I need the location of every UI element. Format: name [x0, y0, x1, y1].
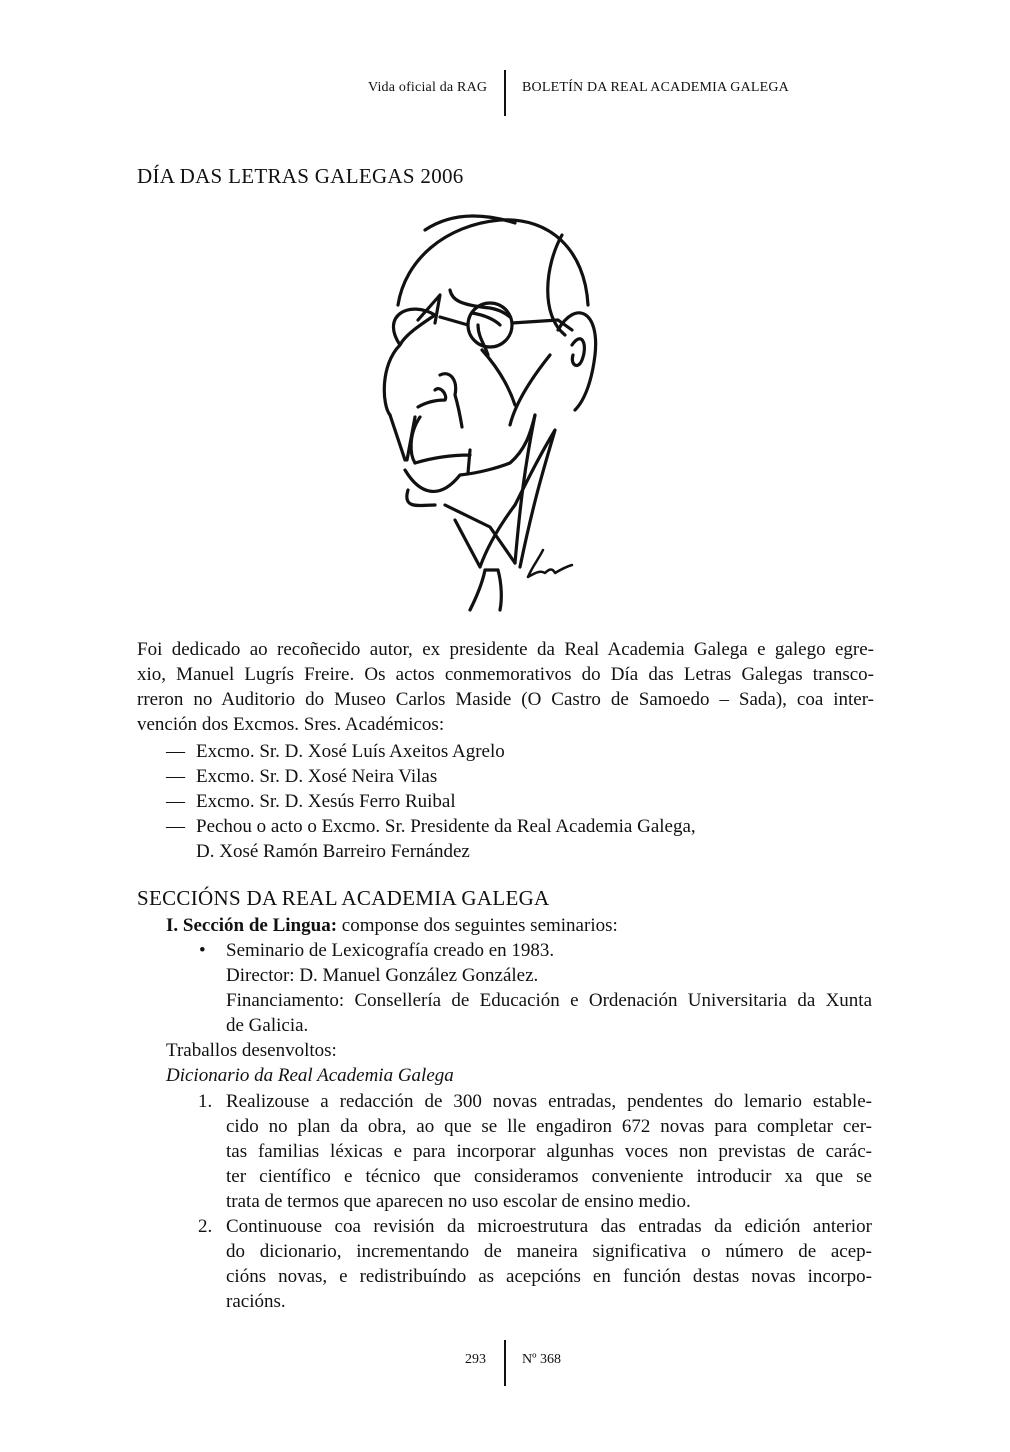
intro-line: xio, Manuel Lugrís Freire. Os actos conmemorativos do Día das Letras Galegas transco-: [137, 664, 874, 685]
chin-line: [415, 450, 470, 473]
speaker-name: Excmo. Sr. D. Xosé Luís Axeitos Agrelo: [196, 741, 505, 762]
list-item: [166, 789, 456, 814]
speaker-name: Pechou o acto o Excmo. Sr. Presidente da Real Academia Galega,: [196, 816, 696, 837]
intro-line: vención dos Excmos. Sres. Académicos:: [137, 714, 445, 735]
item-line: cións novas, e redistribuíndo as acepcións en función destas novas incorpo-: [226, 1266, 872, 1287]
hair-stroke: [425, 216, 515, 230]
item-line: racións.: [226, 1291, 286, 1312]
section1-label: I. Sección de Lingua:: [166, 915, 338, 936]
intro-line: Foi dedicado ao recoñecido autor, ex presidente da Real Academia Galega e galego egre-: [137, 639, 874, 660]
item-line: tas familias léxicas e para incorporar algunhas voces non previstas de carác-: [226, 1141, 872, 1162]
item-number: 2.: [198, 1216, 213, 1237]
item-line: trata de termos que aparecen no uso escolar de ensino medio.: [226, 1191, 691, 1212]
face-right-line: [510, 355, 550, 425]
item-body: [226, 1089, 872, 1214]
eye-line: [472, 313, 500, 355]
seminar-director: Director: D. Manuel González González.: [226, 965, 539, 986]
dictionary-title: Dicionario da Real Academia Galega: [166, 1065, 454, 1086]
sections-title: SECCIÓNS DA REAL ACADEMIA GALEGA: [137, 886, 550, 910]
dash-marker: —: [166, 741, 185, 762]
item-line: Realizouse a redacción de 300 novas entradas, pendentes do lemario estable-: [226, 1091, 872, 1112]
neck-left: [445, 505, 515, 563]
glasses-bridge: [440, 317, 468, 325]
speaker-name: Excmo. Sr. D. Xesús Ferro Ruibal: [196, 791, 456, 812]
caricature-illustration: [360, 205, 600, 615]
footer-divider: [504, 1340, 506, 1386]
list-item: [166, 814, 696, 839]
header-divider: [504, 70, 506, 116]
cheek-line: [482, 350, 515, 405]
signature: [528, 550, 572, 577]
head-outline: [398, 220, 588, 305]
seminar-name: Seminario de Lexicografía creado en 1983.: [226, 940, 555, 961]
issue-number: Nº 368: [522, 1352, 561, 1367]
list-item: [166, 764, 438, 789]
seminar-funding-line: de Galicia.: [226, 1015, 309, 1036]
nose-outline: [384, 309, 435, 415]
intro-paragraph: [137, 637, 874, 737]
page-number: 293: [465, 1352, 486, 1367]
section1-heading: [166, 913, 618, 938]
item-body: [226, 1214, 872, 1314]
mouth-line: [418, 389, 446, 407]
item-number: 1.: [198, 1091, 213, 1112]
forehead-line: [450, 290, 510, 317]
speaker-name: Excmo. Sr. D. Xosé Neira Vilas: [196, 766, 438, 787]
list-item: [166, 739, 505, 764]
dash-marker: —: [166, 816, 185, 837]
dash-marker: —: [166, 791, 185, 812]
header-section: Vida oficial da RAG: [368, 80, 488, 95]
intro-line: rreron no Auditorio do Museo Carlos Maside (O Castro de Samoedo – Sada), coa inter-: [137, 689, 874, 710]
article-title: DÍA DAS LETRAS GALEGAS 2006: [137, 164, 464, 188]
ear-inner: [572, 339, 584, 366]
works-label: Traballos desenvoltos:: [166, 1040, 337, 1061]
speaker-continuation: D. Xosé Ramón Barreiro Fernández: [196, 841, 470, 862]
item-line: do dicionario, incrementando de maneira significativa o número de acep-: [226, 1241, 872, 1262]
section1-text: componse dos seguintes seminarios:: [337, 915, 618, 936]
header-publication: BOLETÍN DA REAL ACADEMIA GALEGA: [522, 80, 789, 95]
lip-lines: [390, 415, 420, 463]
seminar-item: [199, 938, 555, 963]
seminar-funding-line: Financiamento: Consellería de Educación e Ordenación Universitaria da Xunta: [226, 990, 872, 1011]
dash-marker: —: [166, 766, 185, 787]
item-line: cido no plan da obra, ao que se lle engadiron 672 novas para completar cer-: [226, 1116, 872, 1137]
item-line: ter científico e técnico que consideramos conveniente introducir xa que se: [226, 1166, 872, 1187]
bullet-marker: •: [199, 940, 206, 961]
item-line: Continuouse coa revisión da microestrutura das entradas da edición anterior: [226, 1216, 872, 1237]
tie: [470, 570, 501, 610]
ear-outline: [558, 313, 596, 410]
